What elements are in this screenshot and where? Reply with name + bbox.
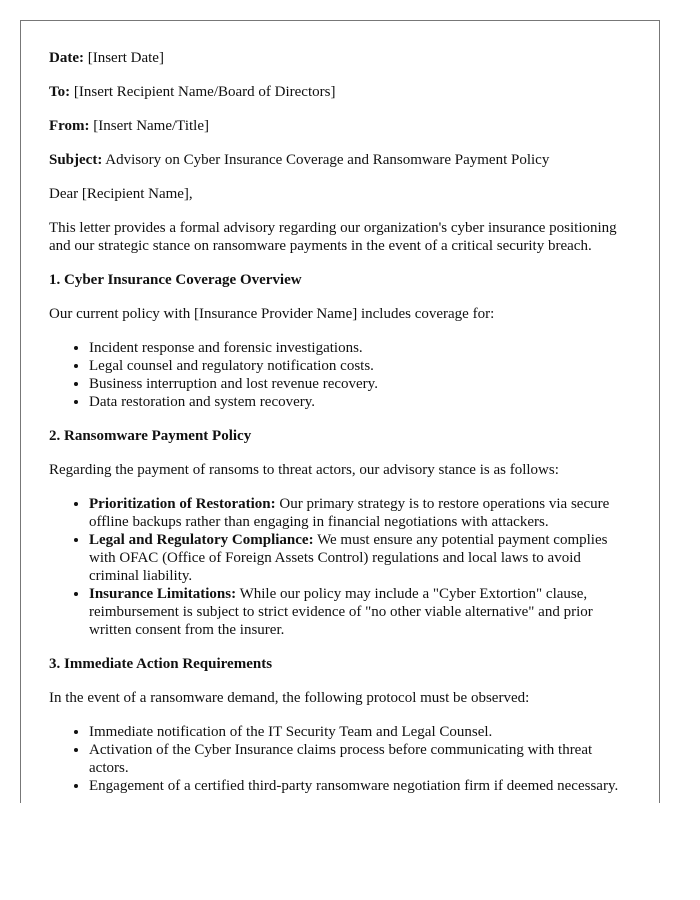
list-item: • Immediate notification of the IT Security Team and Legal Counsel. [89,723,634,741]
to-line [49,83,634,101]
subject-line [49,151,634,169]
intro-paragraph: This letter provides a formal advisory regarding our organization's cyber insurance positioning and our strategic stance on ransomware payments in the event of a critical security breach. [49,220,617,254]
item-label: Prioritization of Restoration: [89,496,276,512]
from-label: From: [49,118,90,134]
section3-lead: In the event of a ransomware demand, the following protocol must be observed: [49,690,530,706]
section1-title: 1. Cyber Insurance Coverage Overview [49,272,302,288]
list-item: • Business interruption and lost revenue recovery. [89,375,634,393]
section2-list [49,495,634,639]
item-label: Legal and Regulatory Compliance: [89,532,314,548]
item-text: While our policy may include a "Cyber Extortion" clause, reimbursement is subject to strict evidence of "no other viable alternative" and prior written consent from the insurer. [89,586,593,638]
item-text: Our primary strategy is to restore operations via secure offline backups rather than engaging in financial negotiations with attackers. [89,496,610,530]
section2-title: 2. Ransomware Payment Policy [49,428,252,444]
list-item: • Incident response and forensic investigations. [89,339,634,357]
section2-lead: Regarding the payment of ransoms to threat actors, our advisory stance is as follows: [49,462,559,478]
date-label: Date: [49,50,84,66]
list-item: • Activation of the Cyber Insurance claims process before communicating with threat actors. [89,741,634,777]
from-line [49,117,634,135]
section3-list [49,723,634,795]
list-item [89,495,634,531]
subject-value: Advisory on Cyber Insurance Coverage and Ransomware Payment Policy [105,152,550,168]
letter-page [20,20,660,803]
salutation: Dear [Recipient Name], [49,186,193,202]
from-value: [Insert Name/Title] [93,118,209,134]
letter-content [49,49,634,803]
section1-list [49,339,634,411]
subject-label: Subject: [49,152,103,168]
date-line [49,49,634,67]
list-item [89,531,634,585]
list-item [89,585,634,639]
to-value: [Insert Recipient Name/Board of Directors] [73,84,336,100]
section3-title: 3. Immediate Action Requirements [49,656,273,672]
date-value: [Insert Date] [87,50,164,66]
list-item: • Engagement of a certified third-party ransomware negotiation firm if deemed necessary. [89,777,634,795]
section1-lead: Our current policy with [Insurance Provider Name] includes coverage for: [49,306,495,322]
item-text: We must ensure any potential payment complies with OFAC (Office of Foreign Assets Control) regulations and local laws to avoid criminal liability. [89,532,608,584]
list-item: • Legal counsel and regulatory notification costs. [89,357,634,375]
to-label: To: [49,84,71,100]
item-label: Insurance Limitations: [89,586,237,602]
list-item: • Data restoration and system recovery. [89,393,634,411]
